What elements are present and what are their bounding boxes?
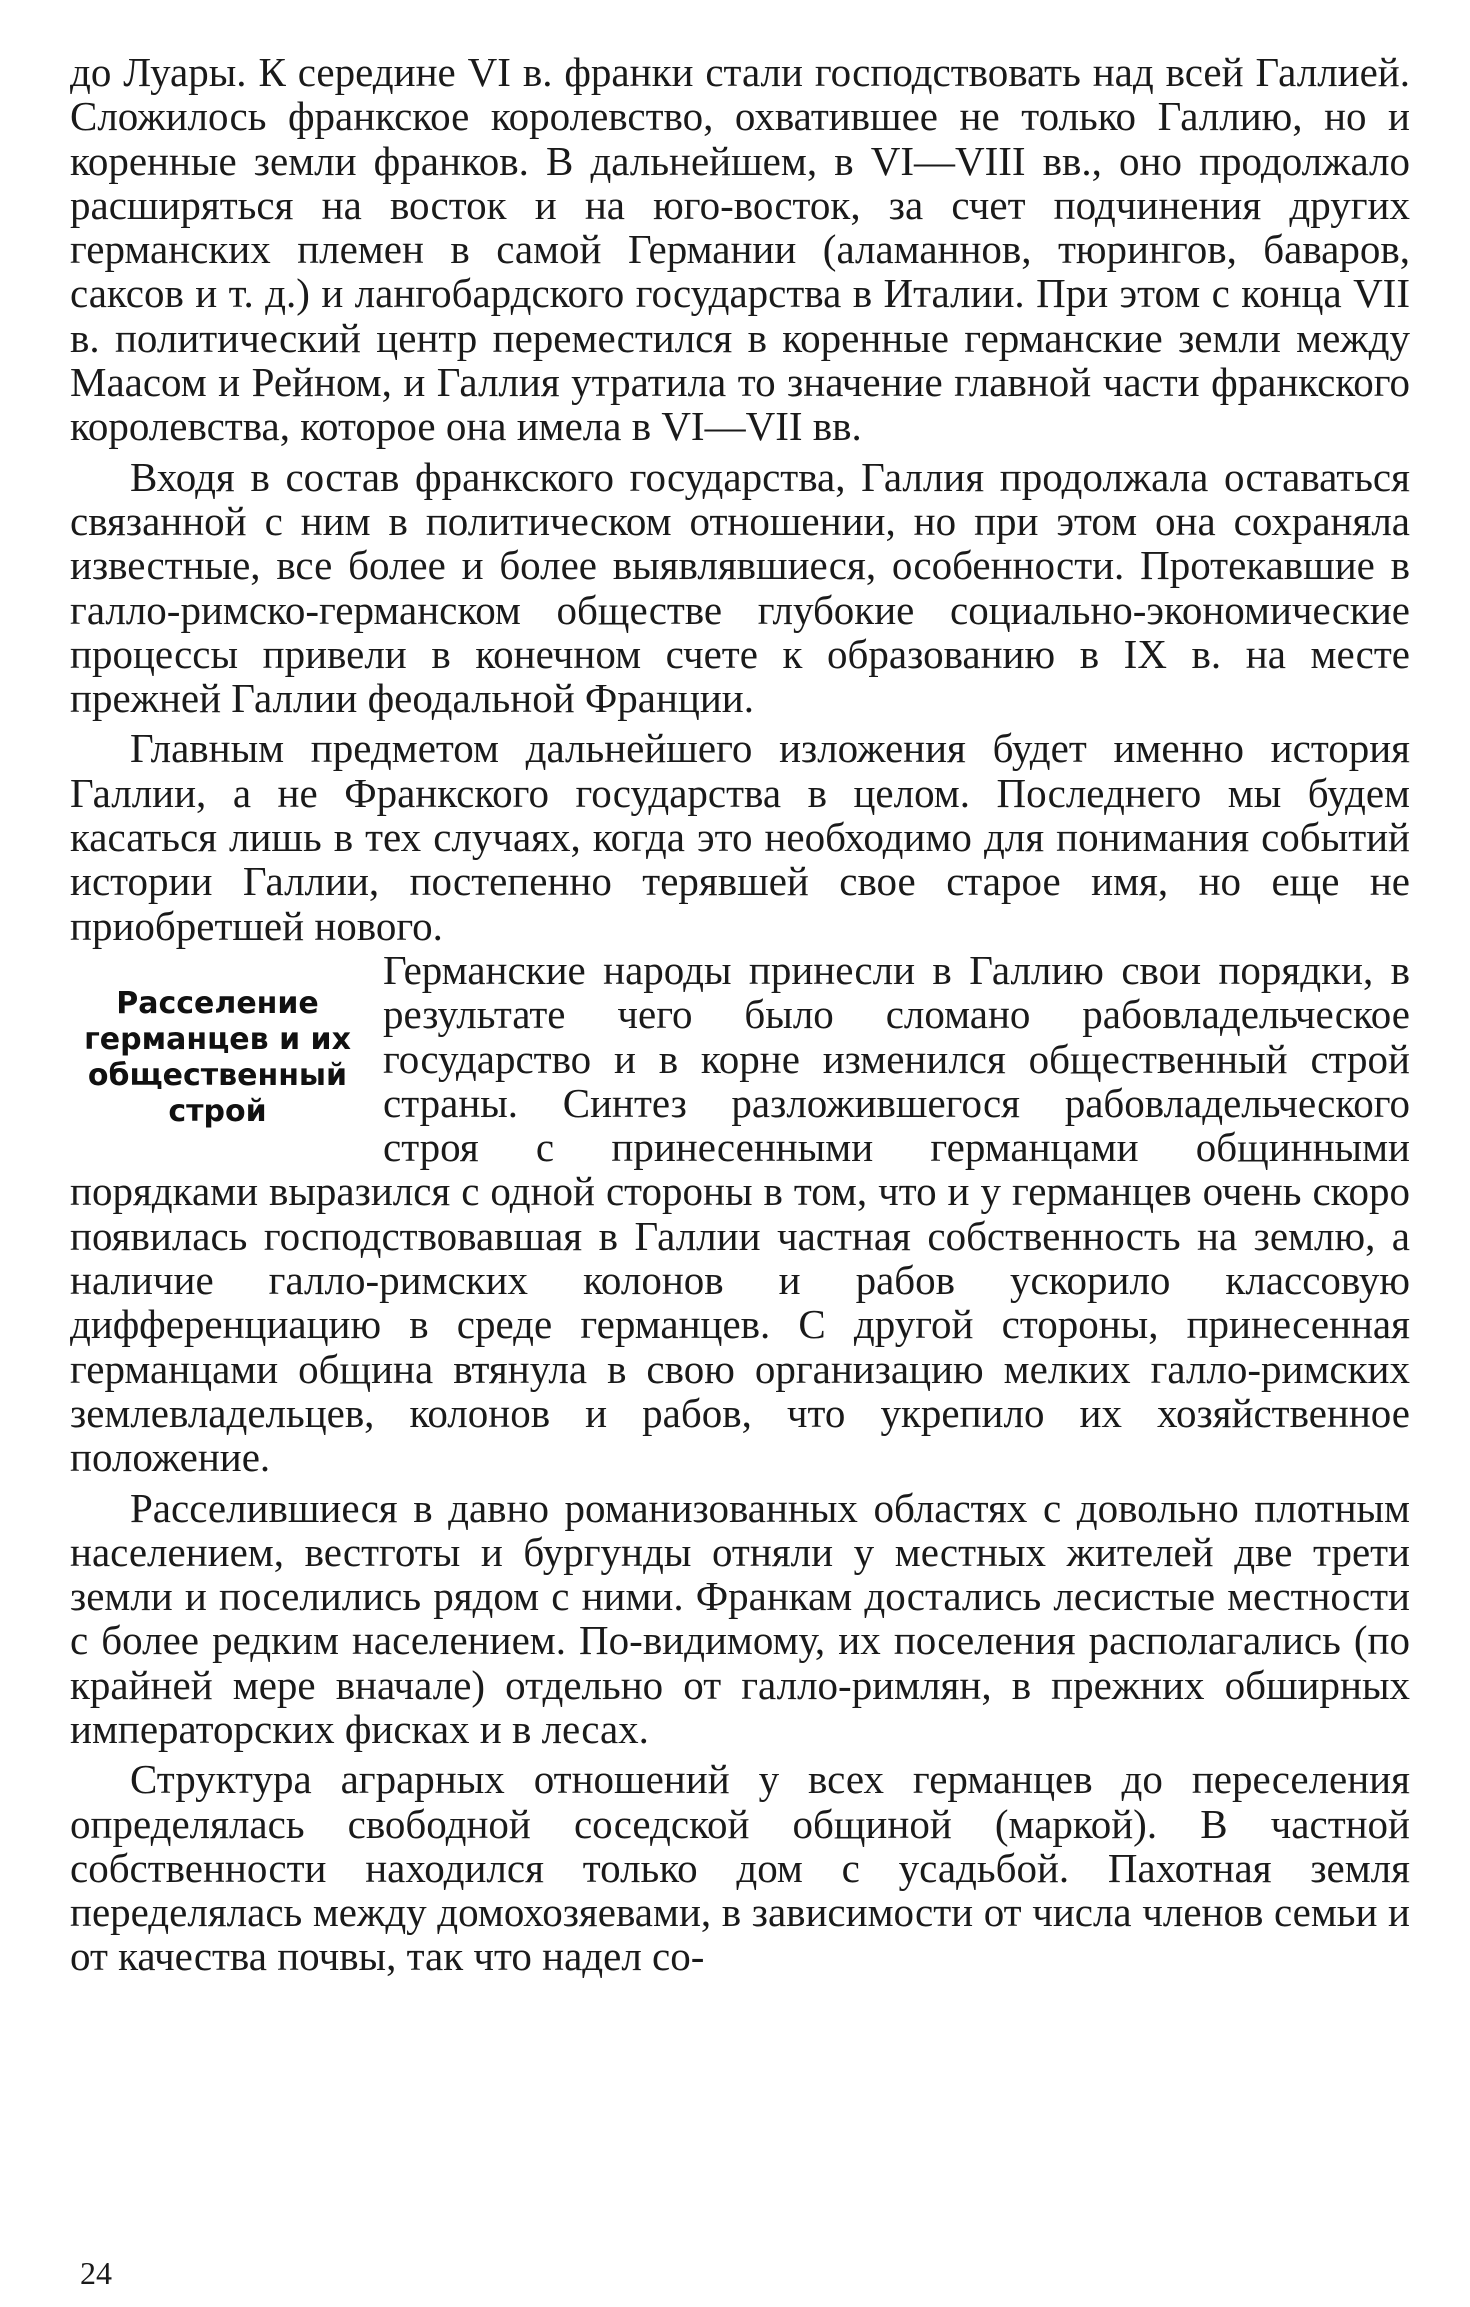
paragraph-2: Входя в состав франкского государства, Галлия продолжала оставаться связанной с ним в политическом отношении, но при этом она сохраняла известные, все более и более выявлявшиеся, особенности. Протекавшие в галло-римско-германском обществе глубокие социально-экономические процессы привели в конечном счете к образованию в IX в. на месте прежней Галлии феодальной Франции. [70,453,1410,722]
page-number: 24 [80,2255,112,2291]
paragraph-6: Структура аграрных отношений у всех германцев до переселения определялась свободной соседской общиной (маркой). В частной собственности находился только дом с усадьбой. Пахотная земля переделялась между домохозяевами, в зависимости от числа членов семьи и от качества почвы, так что надел со- [70,1756,1410,1980]
page-text [70,50,1410,1979]
paragraph-4: Германские народы принесли в Галлию свои порядки, в результате чего было сломано рабовладельческое государство и в корне изменился общественный строй страны. Синтез разложившегося рабовладельческого строя с принесенными германцами общинными порядками выразился с одной стороны в том, что и у германцев очень скоро появилась господствовавшая в Галлии частная собственность на землю, а наличие галло-римских колонов и рабов ускорило классовую дифференциацию в среде германцев. С другой стороны, принесенная германцами община втянула в свою организацию мелких галло-римских землевладельцев, колонов и рабов, что укрепило их хозяйственное положение. [70,946,1410,1481]
paragraph-3: Главным предметом дальнейшего изложения будет именно история Галлии, а не Франкского государства в целом. Последнего мы будем касаться лишь в тех случаях, когда это необходимо для понимания событий истории Галлии, постепенно терявшей свое старое имя, но еще не приобретшей нового. [70,725,1410,949]
paragraph-1: до Луары. К середине VI в. франки стали господствовать над всей Галлией. Сложилось франкское королевство, охватившее не только Галлию, но и коренные земли франков. В дальнейшем, в VI—VIII вв., оно продолжало расширяться на восток и на юго-восток, за счет подчинения других германских племен в самой Германии (аламаннов, тюрингов, баваров, саксов и т. д.) и лангобардского государства в Италии. При этом с конца VII в. политический центр переместился в коренные германские земли между Маасом и Рейном, и Галлия утратила то значение главной части франкского королевства, которое она имела в VI—VII вв. [70,49,1410,450]
side-heading: Расселение германцев и их общественный строй [84,985,351,1129]
section-block [70,948,1410,1480]
paragraph-5: Расселившиеся в давно романизованных областях с довольно плотным населением, вестготы и бургунды отняли у местных жителей две трети земли и поселились рядом с ними. Франкам достались лесистые местности с более редким населением. По-видимому, их поселения располагались (по крайней мере вначале) отдельно от галло-римлян, в прежних обширных императорских фисках и в лесах. [70,1484,1410,1752]
